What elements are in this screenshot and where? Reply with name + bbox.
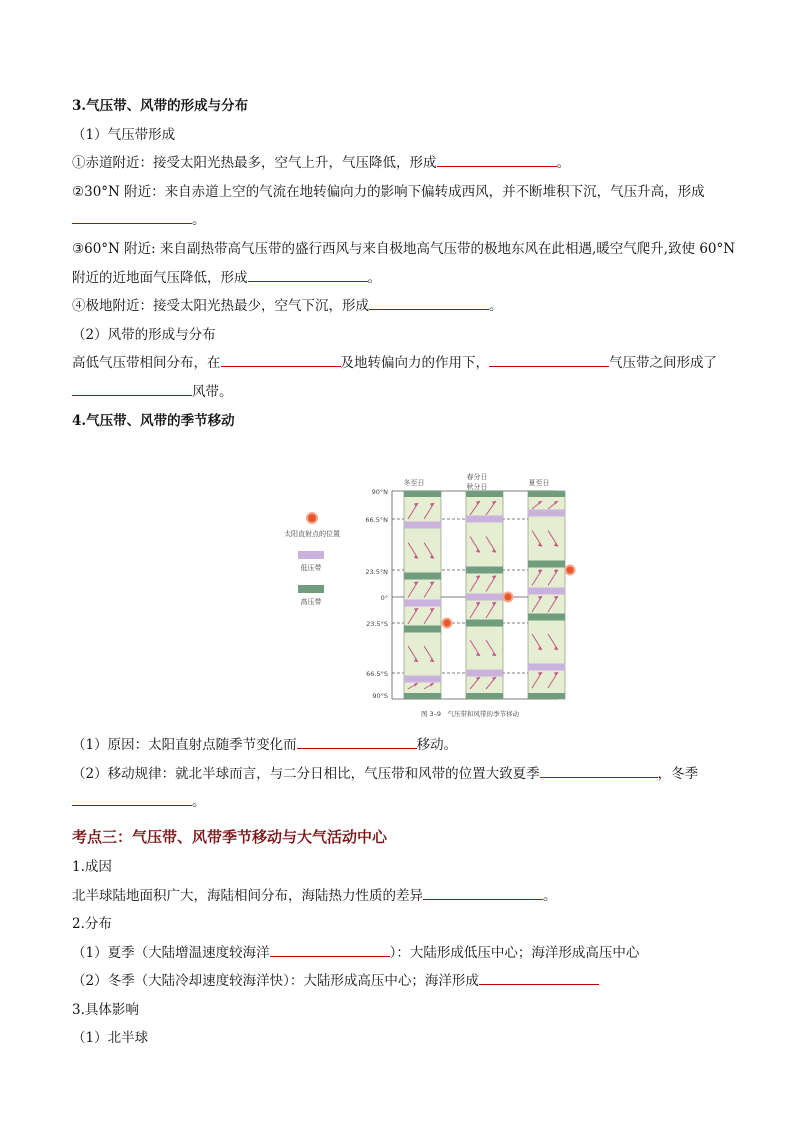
- sun-winter-icon: [443, 619, 452, 628]
- section-4-title: 4.气压带、风带的季节移动: [72, 412, 235, 429]
- answer-blank[interactable]: [479, 972, 599, 985]
- answer-blank[interactable]: [540, 765, 658, 778]
- polar-high-south-summer: [528, 693, 565, 699]
- k3-distribution-title: 2.分布: [72, 916, 112, 933]
- polar-high-north-summer: [528, 491, 565, 497]
- belt-columns: [404, 491, 565, 699]
- document-page: [72, 92, 784, 1053]
- high-pressure-belt-summer: [528, 614, 565, 621]
- col-equinox-label-1: 春分日: [466, 473, 488, 482]
- answer-blank[interactable]: [369, 297, 489, 310]
- col-summer-label: 夏至日: [528, 479, 550, 488]
- legend-sun-label: 太阳直射点的位置: [284, 530, 340, 539]
- answer-blank[interactable]: [423, 887, 543, 900]
- answer-blank[interactable]: [221, 354, 341, 367]
- seasonal-shift-figure: [72, 435, 784, 731]
- col-winter-label: 冬至日: [403, 479, 425, 488]
- lat-66n: 66.5°N: [365, 516, 388, 525]
- polar-high-north-equinox: [466, 491, 503, 497]
- polar-high-south-winter: [404, 693, 441, 699]
- paragraph-summer: （1）夏季（大陆增温速度较海洋 ）：大陆形成低压中心；海洋形成高压中心: [72, 944, 640, 961]
- paragraph-rule: （2）移动规律：就北半球而言，与二分日相比，气压带和风带的位置大致夏季 ，冬季: [72, 765, 699, 782]
- answer-blank[interactable]: [437, 154, 557, 167]
- low-pressure-belt-equinox: [466, 516, 503, 523]
- subsection-wind-belt-formation: （2）风带的形成与分布: [72, 326, 216, 343]
- paragraph-equator: ①赤道附近：接受太阳光热最多，空气上升，气压降低，形成 。: [72, 155, 570, 172]
- low-pressure-belt-winter: [404, 522, 441, 529]
- col-equinox-label-2: 秋分日: [466, 483, 488, 492]
- high-pressure-belt-winter: [404, 626, 441, 633]
- high-pressure-belt-winter: [404, 573, 441, 580]
- paragraph-winter: （2）冬季（大陆冷却速度较海洋快）：大陆形成高压中心；海洋形成: [72, 967, 784, 996]
- polar-high-south-equinox: [466, 693, 503, 699]
- low-pressure-belt-summer: [528, 588, 565, 595]
- low-pressure-belt-equinox: [466, 594, 503, 601]
- low-pressure-belt-winter: [404, 600, 441, 607]
- paragraph-cause: （1）原因：太阳直射点随季节变化而 移动。: [72, 737, 458, 754]
- legend-high-label: 高压带: [300, 598, 322, 607]
- sun-position-icon: [307, 513, 317, 523]
- subsection-pressure-belt-formation: （1）气压带形成: [72, 126, 176, 143]
- sun-summer-icon: [566, 566, 575, 575]
- polar-high-north-winter: [404, 491, 441, 497]
- high-pressure-belt-equinox: [466, 567, 503, 574]
- low-pressure-belt-summer: [528, 510, 565, 517]
- subsection-northern-hemisphere: （1）北半球: [72, 1030, 149, 1047]
- answer-blank[interactable]: [297, 736, 417, 749]
- high-pressure-belt-equinox: [466, 620, 503, 627]
- figure-caption: 图 3–9 气压带和风带的季节移动: [420, 710, 520, 719]
- paragraph-wind-belts-continued: 风带。: [72, 378, 784, 407]
- low-pressure-belt-summer: [528, 664, 565, 671]
- section-3-title: 3.气压带、风带的形成与分布: [72, 98, 249, 114]
- paragraph-rule-continued: 。: [72, 788, 784, 817]
- answer-blank[interactable]: [248, 269, 368, 282]
- lat-90n: 90°N: [371, 488, 388, 497]
- key-point-3-heading: 考点三：气压带、风带季节移动与大气活动中心: [72, 827, 388, 846]
- low-pressure-belt-winter: [404, 676, 441, 683]
- paragraph-30n: ②30°N 附近：来自赤道上空的气流在地转偏向力的影响下偏转成西风，并不断堆积下沉，气压升高，形成: [72, 183, 705, 200]
- answer-blank[interactable]: [72, 793, 192, 806]
- paragraph-wind-belts: 高低气压带相间分布，在 及地转偏向力的作用下， 气压带之间形成了: [72, 355, 717, 372]
- lat-23s: 23.5°S: [366, 620, 388, 629]
- k3-impact-title: 3.具体影响: [72, 1001, 139, 1018]
- paragraph-land-sea: 北半球陆地面积广大，海陆相间分布，海陆热力性质的差异 。: [72, 887, 557, 904]
- lat-90s: 90°S: [372, 692, 388, 701]
- paragraph-30n-continued: 。: [72, 206, 784, 235]
- sun-equinox-icon: [504, 593, 513, 602]
- high-pressure-belt-summer: [528, 561, 565, 568]
- answer-blank[interactable]: [72, 383, 192, 396]
- k3-cause-title: 1.成因: [72, 858, 112, 875]
- legend-low-label: 低压带: [300, 564, 322, 573]
- legend-low-swatch: [298, 551, 324, 559]
- answer-blank[interactable]: [489, 354, 609, 367]
- paragraph-60n-continued: 附近的近地面气压降低，形成 。: [72, 269, 381, 286]
- answer-blank[interactable]: [270, 944, 390, 957]
- lat-0: 0°: [380, 594, 388, 603]
- legend-high-swatch: [298, 585, 324, 593]
- lat-23n: 23.5°N: [365, 568, 388, 577]
- figure-svg: [72, 435, 784, 731]
- lat-66s: 66.5°S: [366, 670, 388, 679]
- answer-blank[interactable]: [72, 211, 192, 224]
- paragraph-60n: ③60°N 附近: 来自副热带高气压带的盛行西风与来自极地高气压带的极地东风在此相遇,暖空气爬升,致使 60°N: [72, 240, 736, 257]
- paragraph-polar: ④极地附近：接受太阳光热最少，空气下沉，形成 。: [72, 298, 503, 315]
- low-pressure-belt-equinox: [466, 670, 503, 677]
